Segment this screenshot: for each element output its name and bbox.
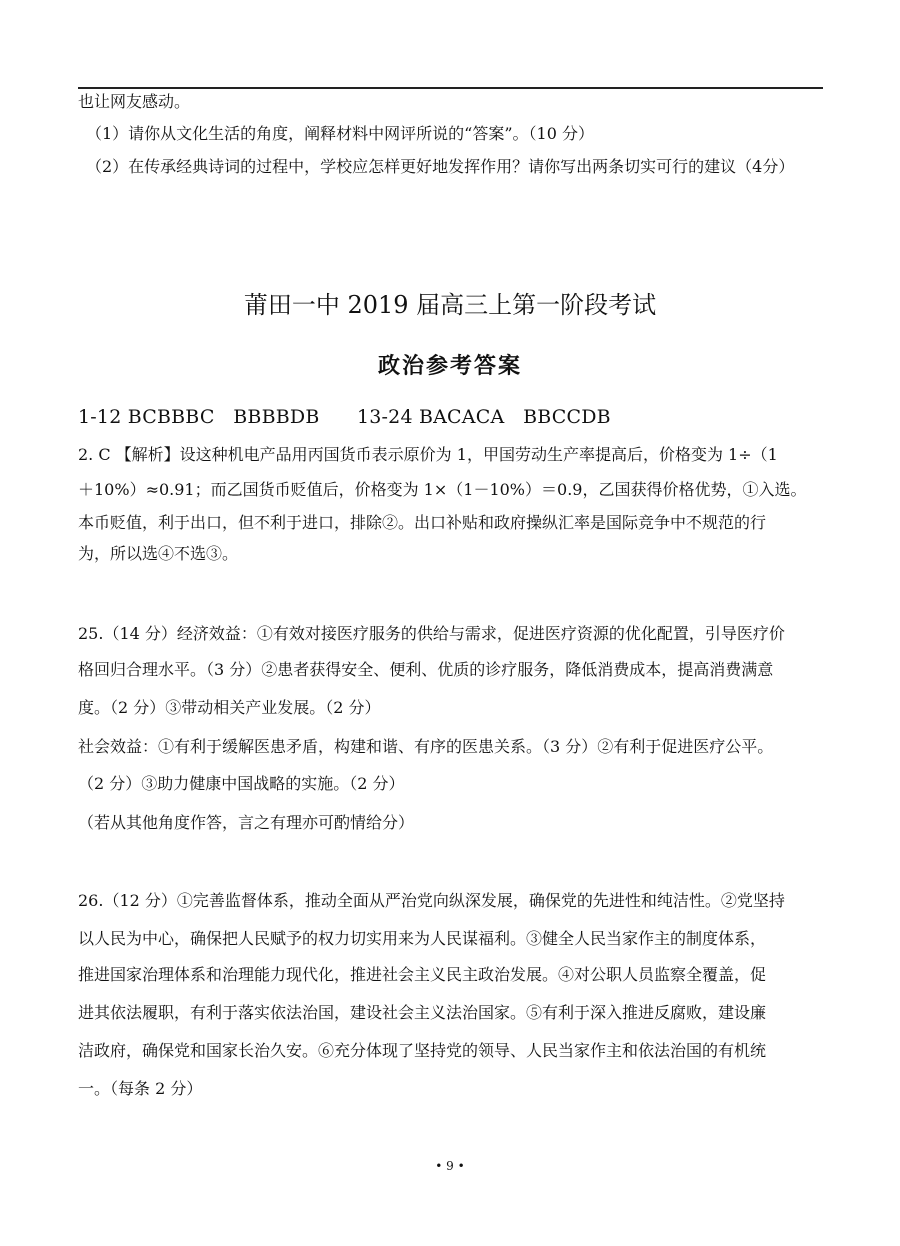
answer-key-subtitle: 政治参考答案 — [377, 353, 522, 379]
q26-answer-line: 一。（每条 2 分） — [78, 1079, 203, 1098]
q2-explanation-line: ＋10%）≈0.91；而乙国货币贬值后，价格变为 1×（1－10%）＝0.9，乙国获得价格优势，①入选。 — [78, 480, 807, 499]
q26-answer-line: 洁政府，确保党和国家长治久安。⑥充分体现了坚持党的领导、人民当家作主和依法治国的有机统 — [78, 1041, 767, 1060]
q2-explanation-line: 2. C 【解析】设这种机电产品用丙国货币表示原价为 1，甲国劳动生产率提高后，价格变为 1÷（1 — [78, 445, 778, 464]
q25-answer-line: （2 分）③助力健康中国战略的实施。（2 分） — [78, 774, 405, 793]
continued-text: 也让网友感动。 — [78, 92, 191, 111]
q25-answer-line: 25.（14 分）经济效益：①有效对接医疗服务的供给与需求，促进医疗资源的优化配置，引导医疗价 — [78, 624, 785, 643]
q25-answer-line: 社会效益：①有利于缓解医患矛盾，构建和谐、有序的医患关系。（3 分）②有利于促进医疗公平。 — [78, 737, 774, 756]
question-1: （1）请你从文化生活的角度，阐释材料中网评所说的“答案”。（10 分） — [86, 124, 594, 143]
q26-answer-line: 26.（12 分）①完善监督体系，推动全面从严治党向纵深发展，确保党的先进性和纯洁性。②党坚持 — [78, 891, 785, 910]
q26-answer-line: 进其依法履职，有利于落实依法治国，建设社会主义法治国家。⑤有利于深入推进反腐败，建设廉 — [78, 1003, 767, 1022]
top-divider — [78, 87, 823, 89]
q25-grading-note: （若从其他角度作答，言之有理亦可酌情给分） — [78, 813, 415, 832]
exam-title: 莆田一中 2019 届高三上第一阶段考试 — [243, 291, 657, 319]
multiple-choice-answers: 1-12 BCBBBC BBBBDB 13-24 BACACA BBCCDB — [78, 406, 611, 428]
q26-answer-line: 推进国家治理体系和治理能力现代化，推进社会主义民主政治发展。④对公职人员监察全覆盖，促 — [78, 965, 767, 984]
q26-answer-line: 以人民为中心，确保把人民赋予的权力切实用来为人民谋福利。③健全人民当家作主的制度体系， — [78, 929, 767, 948]
q2-explanation-line: 本币贬值，利于出口，但不利于进口，排除②。出口补贴和政府操纵汇率是国际竞争中不规范的行 — [78, 513, 767, 532]
question-2: （2）在传承经典诗词的过程中，学校应怎样更好地发挥作用？请你写出两条切实可行的建议（4分） — [86, 157, 795, 176]
page-number: • 9 • — [435, 1159, 465, 1173]
q2-explanation-line: 为，所以选④不选③。 — [78, 544, 239, 563]
q25-answer-line: 度。（2 分）③带动相关产业发展。（2 分） — [78, 698, 381, 717]
q25-answer-line: 格回归合理水平。（3 分）②患者获得安全、便利、优质的诊疗服务，降低消费成本，提高消费满意 — [78, 660, 774, 679]
